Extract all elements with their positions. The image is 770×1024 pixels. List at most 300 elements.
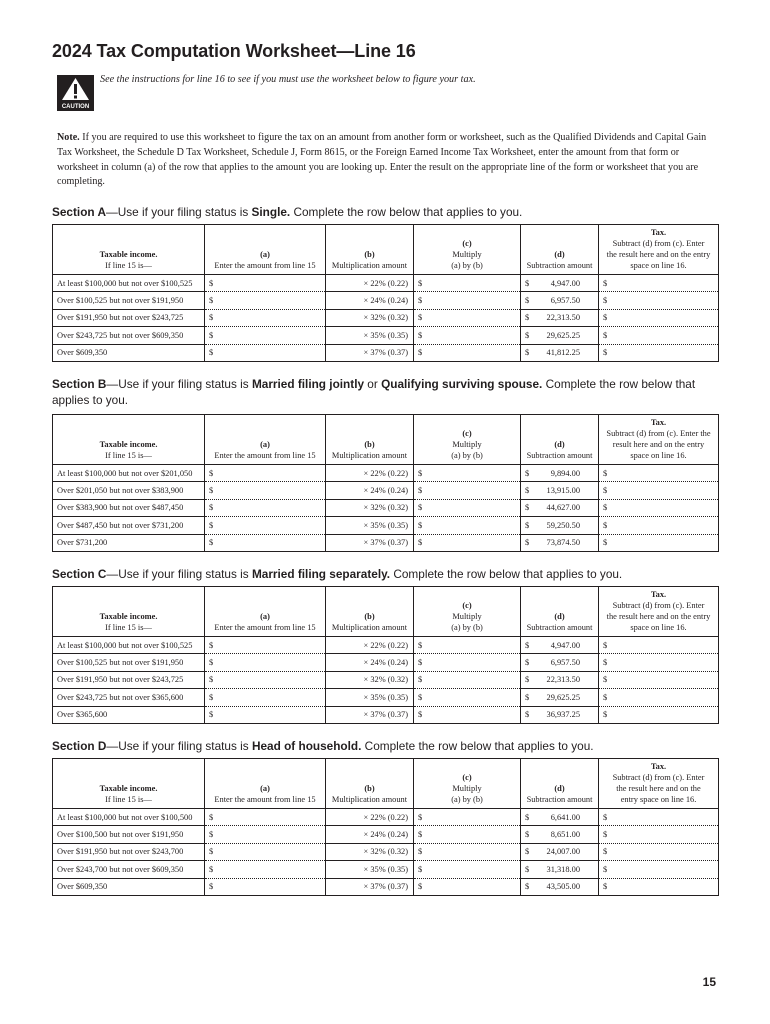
amount-a-field[interactable] bbox=[205, 861, 326, 878]
subtraction-amount bbox=[525, 331, 594, 340]
dollar-sign: $ bbox=[418, 710, 423, 720]
dollar-sign: $ bbox=[418, 296, 423, 306]
subtraction-value: 22,313.50 bbox=[546, 313, 580, 323]
subtraction-amount-cell bbox=[521, 637, 599, 654]
dollar-sign: $ bbox=[209, 830, 214, 840]
col-header-c bbox=[414, 759, 521, 809]
tax-result-field[interactable] bbox=[599, 878, 719, 895]
col-header-d-line: Subtraction amount bbox=[526, 451, 593, 460]
col-header-a-line: Enter the amount from line 15 bbox=[214, 261, 316, 270]
income-range: Over $100,525 but not over $191,950 bbox=[53, 292, 205, 309]
amount-c-field[interactable] bbox=[414, 706, 521, 723]
amount-c-field[interactable] bbox=[414, 275, 521, 292]
table-row bbox=[53, 671, 719, 688]
amount-c-field[interactable] bbox=[414, 637, 521, 654]
subtraction-amount-cell bbox=[521, 654, 599, 671]
section-pre: —Use if your filing status is bbox=[106, 377, 252, 391]
amount-c-field[interactable] bbox=[414, 309, 521, 326]
subtraction-amount-cell bbox=[521, 344, 599, 361]
subtraction-value: 24,007.00 bbox=[546, 847, 580, 857]
tax-result-field[interactable] bbox=[599, 861, 719, 878]
col-header-b-line: Multiplication amount bbox=[331, 795, 408, 804]
income-range: Over $243,725 but not over $609,350 bbox=[53, 327, 205, 344]
col-header-taxable-income bbox=[53, 759, 205, 809]
dollar-sign: $ bbox=[603, 847, 608, 857]
section-post: Complete the row below that applies to you. bbox=[390, 567, 623, 581]
subtraction-value: 13,915.00 bbox=[546, 486, 580, 496]
table-row bbox=[53, 292, 719, 309]
tax-result-field[interactable] bbox=[599, 689, 719, 706]
dollar-sign: $ bbox=[603, 692, 608, 702]
col-header-d-line: (d) bbox=[554, 612, 565, 621]
subtraction-amount bbox=[525, 710, 594, 719]
subtraction-amount bbox=[525, 348, 594, 357]
dollar-sign: $ bbox=[603, 486, 608, 496]
amount-a-field[interactable] bbox=[205, 292, 326, 309]
col-header-c-line: (c) bbox=[462, 239, 472, 248]
amount-a-field[interactable] bbox=[205, 534, 326, 551]
col-header-d bbox=[521, 225, 599, 275]
tax-result-field[interactable] bbox=[599, 327, 719, 344]
amount-a-field[interactable] bbox=[205, 706, 326, 723]
amount-a-field[interactable] bbox=[205, 517, 326, 534]
subtraction-amount bbox=[525, 813, 594, 822]
col-header-a bbox=[205, 587, 326, 637]
multiplication-amount: × 37% (0.37) bbox=[326, 706, 414, 723]
dollar-sign: $ bbox=[418, 313, 423, 323]
dollar-sign: $ bbox=[525, 348, 530, 358]
worksheet-table bbox=[52, 586, 719, 724]
col-header-b-line: (b) bbox=[364, 784, 375, 793]
dollar-sign: $ bbox=[603, 330, 608, 340]
amount-c-field[interactable] bbox=[414, 843, 521, 860]
table-row bbox=[53, 878, 719, 895]
multiplication-amount: × 35% (0.35) bbox=[326, 517, 414, 534]
dollar-sign: $ bbox=[603, 675, 608, 685]
dollar-sign: $ bbox=[603, 640, 608, 650]
col-header-d-line: (d) bbox=[554, 784, 565, 793]
subtraction-value: 29,625.25 bbox=[546, 330, 580, 340]
section-mid: or bbox=[364, 377, 382, 391]
dollar-sign: $ bbox=[209, 278, 214, 288]
income-range: At least $100,000 but not over $201,050 bbox=[53, 465, 205, 482]
col-header-tax-line: entry space on line 16. bbox=[620, 795, 697, 804]
col-header-tax-line: Subtract (d) from (c). Enter bbox=[612, 239, 705, 248]
dollar-sign: $ bbox=[525, 503, 530, 513]
tax-result-field[interactable] bbox=[599, 654, 719, 671]
col-header-b bbox=[326, 587, 414, 637]
dollar-sign: $ bbox=[525, 313, 530, 323]
dollar-sign: $ bbox=[525, 640, 530, 650]
col-header-a-line: (a) bbox=[260, 440, 270, 449]
amount-a-field[interactable] bbox=[205, 843, 326, 860]
subtraction-value: 29,625.25 bbox=[546, 692, 580, 702]
income-range: Over $383,900 but not over $487,450 bbox=[53, 499, 205, 516]
dollar-sign: $ bbox=[603, 278, 608, 288]
tax-result-field[interactable] bbox=[599, 671, 719, 688]
dollar-sign: $ bbox=[418, 640, 423, 650]
subtraction-value: 59,250.50 bbox=[546, 520, 580, 530]
amount-c-field[interactable] bbox=[414, 654, 521, 671]
section-heading bbox=[52, 566, 722, 582]
subtraction-value: 6,957.50 bbox=[550, 658, 580, 668]
col-header-tax-line: result here and on the entry bbox=[612, 440, 705, 449]
income-range: Over $191,950 but not over $243,725 bbox=[53, 671, 205, 688]
subtraction-amount bbox=[525, 830, 594, 839]
table-row bbox=[53, 499, 719, 516]
section-pre: —Use if your filing status is bbox=[106, 739, 252, 753]
col-header-d-line: Subtraction amount bbox=[526, 795, 593, 804]
col-header-a-line: (a) bbox=[260, 612, 270, 621]
dollar-sign: $ bbox=[209, 486, 214, 496]
subtraction-amount bbox=[525, 486, 594, 495]
tax-result-field[interactable] bbox=[599, 826, 719, 843]
amount-c-field[interactable] bbox=[414, 499, 521, 516]
dollar-sign: $ bbox=[209, 503, 214, 513]
section-post: Complete the row below that applies to you. bbox=[290, 205, 523, 219]
worksheet-table bbox=[52, 414, 719, 552]
col-header-d-line: (d) bbox=[554, 440, 565, 449]
tax-result-field[interactable] bbox=[599, 309, 719, 326]
multiplication-amount: × 24% (0.24) bbox=[326, 292, 414, 309]
col-header-b-line: Multiplication amount bbox=[331, 451, 408, 460]
col-header-d-line: Subtraction amount bbox=[526, 261, 593, 270]
amount-a-field[interactable] bbox=[205, 344, 326, 361]
dollar-sign: $ bbox=[418, 468, 423, 478]
col-header-taxable-income bbox=[53, 415, 205, 465]
dollar-sign: $ bbox=[418, 330, 423, 340]
amount-c-field[interactable] bbox=[414, 465, 521, 482]
dollar-sign: $ bbox=[525, 658, 530, 668]
dollar-sign: $ bbox=[525, 847, 530, 857]
amount-a-field[interactable] bbox=[205, 637, 326, 654]
section-heading bbox=[52, 204, 722, 220]
subtraction-value: 44,627.00 bbox=[546, 503, 580, 513]
income-range: Over $243,725 but not over $365,600 bbox=[53, 689, 205, 706]
tax-result-field[interactable] bbox=[599, 534, 719, 551]
subtraction-amount-cell bbox=[521, 689, 599, 706]
dollar-sign: $ bbox=[209, 864, 214, 874]
dollar-sign: $ bbox=[418, 520, 423, 530]
multiplication-amount: × 37% (0.37) bbox=[326, 534, 414, 551]
dollar-sign: $ bbox=[525, 882, 530, 892]
subtraction-amount bbox=[525, 279, 594, 288]
dollar-sign: $ bbox=[603, 658, 608, 668]
caution-label: CAUTION bbox=[61, 104, 90, 110]
col-header-tax bbox=[599, 225, 719, 275]
table-row bbox=[53, 706, 719, 723]
col-header-tax-line: space on line 16. bbox=[630, 261, 687, 270]
tax-result-field[interactable] bbox=[599, 499, 719, 516]
dollar-sign: $ bbox=[525, 538, 530, 548]
filing-status-2: Qualifying surviving spouse. bbox=[381, 377, 543, 391]
subtraction-amount bbox=[525, 675, 594, 684]
col-header-c bbox=[414, 225, 521, 275]
amount-a-field[interactable] bbox=[205, 327, 326, 344]
section-label: Section B bbox=[52, 377, 107, 391]
table-row bbox=[53, 327, 719, 344]
subtraction-amount-cell bbox=[521, 826, 599, 843]
section-pre: —Use if your filing status is bbox=[106, 567, 252, 581]
col-header-taxable-income-line: If line 15 is— bbox=[105, 261, 152, 270]
dollar-sign: $ bbox=[418, 278, 423, 288]
dollar-sign: $ bbox=[525, 278, 530, 288]
col-header-a-line: Enter the amount from line 15 bbox=[214, 623, 316, 632]
amount-c-field[interactable] bbox=[414, 671, 521, 688]
dollar-sign: $ bbox=[418, 658, 423, 668]
col-header-d bbox=[521, 759, 599, 809]
col-header-taxable-income-line: If line 15 is— bbox=[105, 623, 152, 632]
dollar-sign: $ bbox=[525, 830, 530, 840]
subtraction-amount bbox=[525, 313, 594, 322]
dollar-sign: $ bbox=[209, 658, 214, 668]
dollar-sign: $ bbox=[603, 864, 608, 874]
income-range: At least $100,000 but not over $100,525 bbox=[53, 275, 205, 292]
table-row bbox=[53, 861, 719, 878]
tax-result-field[interactable] bbox=[599, 809, 719, 826]
amount-a-field[interactable] bbox=[205, 309, 326, 326]
amount-c-field[interactable] bbox=[414, 517, 521, 534]
col-header-c-line: (c) bbox=[462, 601, 472, 610]
header-row bbox=[53, 759, 719, 809]
income-range: Over $201,050 but not over $383,900 bbox=[53, 482, 205, 499]
subtraction-amount-cell bbox=[521, 534, 599, 551]
col-header-c-line: Multiply bbox=[452, 612, 482, 621]
subtraction-amount-cell bbox=[521, 482, 599, 499]
amount-c-field[interactable] bbox=[414, 878, 521, 895]
subtraction-amount-cell bbox=[521, 499, 599, 516]
col-header-d-line: Subtraction amount bbox=[526, 623, 593, 632]
table-row bbox=[53, 654, 719, 671]
amount-c-field[interactable] bbox=[414, 292, 521, 309]
col-header-a bbox=[205, 415, 326, 465]
section-label: Section D bbox=[52, 739, 107, 753]
subtraction-amount bbox=[525, 503, 594, 512]
tax-result-field[interactable] bbox=[599, 517, 719, 534]
subtraction-value: 43,505.00 bbox=[546, 882, 580, 892]
amount-a-field[interactable] bbox=[205, 275, 326, 292]
amount-a-field[interactable] bbox=[205, 482, 326, 499]
amount-c-field[interactable] bbox=[414, 327, 521, 344]
subtraction-amount-cell bbox=[521, 843, 599, 860]
subtraction-amount-cell bbox=[521, 517, 599, 534]
dollar-sign: $ bbox=[603, 520, 608, 530]
col-header-taxable-income-line: Taxable income. bbox=[99, 250, 158, 259]
amount-c-field[interactable] bbox=[414, 482, 521, 499]
amount-c-field[interactable] bbox=[414, 689, 521, 706]
section-post: Complete the row below that applies to you. bbox=[52, 377, 696, 407]
table-row bbox=[53, 826, 719, 843]
subtraction-value: 9,894.00 bbox=[550, 468, 580, 478]
tax-result-field[interactable] bbox=[599, 275, 719, 292]
header-row bbox=[53, 415, 719, 465]
col-header-b-line: Multiplication amount bbox=[331, 623, 408, 632]
dollar-sign: $ bbox=[209, 538, 214, 548]
subtraction-amount-cell bbox=[521, 671, 599, 688]
amount-a-field[interactable] bbox=[205, 465, 326, 482]
multiplication-amount: × 32% (0.32) bbox=[326, 309, 414, 326]
section-heading bbox=[52, 738, 722, 754]
subtraction-amount-cell bbox=[521, 309, 599, 326]
filing-status: Head of household. bbox=[251, 739, 362, 753]
income-range: Over $487,450 but not over $731,200 bbox=[53, 517, 205, 534]
dollar-sign: $ bbox=[209, 330, 214, 340]
dollar-sign: $ bbox=[418, 675, 423, 685]
dollar-sign: $ bbox=[603, 710, 608, 720]
col-header-c-line: Multiply bbox=[452, 250, 482, 259]
dollar-sign: $ bbox=[525, 330, 530, 340]
col-header-taxable-income-line: Taxable income. bbox=[99, 440, 158, 449]
col-header-d-line: (d) bbox=[554, 250, 565, 259]
worksheet-table bbox=[52, 758, 719, 896]
section-pre: —Use if your filing status is bbox=[105, 205, 252, 219]
multiplication-amount: × 32% (0.32) bbox=[326, 671, 414, 688]
amount-a-field[interactable] bbox=[205, 499, 326, 516]
dollar-sign: $ bbox=[525, 710, 530, 720]
col-header-c-line: Multiply bbox=[452, 784, 482, 793]
col-header-taxable-income-line: Taxable income. bbox=[99, 612, 158, 621]
subtraction-amount-cell bbox=[521, 275, 599, 292]
col-header-a bbox=[205, 225, 326, 275]
income-range: Over $100,500 but not over $191,950 bbox=[53, 826, 205, 843]
col-header-a bbox=[205, 759, 326, 809]
note-paragraph bbox=[57, 131, 717, 190]
dollar-sign: $ bbox=[603, 812, 608, 822]
col-header-tax-line: space on line 16. bbox=[630, 623, 687, 632]
income-range: At least $100,000 but not over $100,525 bbox=[53, 637, 205, 654]
multiplication-amount: × 24% (0.24) bbox=[326, 826, 414, 843]
dollar-sign: $ bbox=[209, 675, 214, 685]
tax-result-field[interactable] bbox=[599, 344, 719, 361]
income-range: Over $191,950 but not over $243,725 bbox=[53, 309, 205, 326]
tax-result-field[interactable] bbox=[599, 843, 719, 860]
caution-text: See the instructions for line 16 to see if you must use the worksheet below to figure your tax. bbox=[100, 74, 476, 85]
tax-result-field[interactable] bbox=[599, 706, 719, 723]
subtraction-amount-cell bbox=[521, 465, 599, 482]
income-range: Over $365,600 bbox=[53, 706, 205, 723]
col-header-tax-line: Tax. bbox=[650, 762, 667, 771]
income-range: Over $243,700 but not over $609,350 bbox=[53, 861, 205, 878]
table-row bbox=[53, 689, 719, 706]
subtraction-value: 6,641.00 bbox=[550, 812, 580, 822]
subtraction-amount bbox=[525, 296, 594, 305]
tax-result-field[interactable] bbox=[599, 465, 719, 482]
dollar-sign: $ bbox=[525, 468, 530, 478]
subtraction-amount-cell bbox=[521, 809, 599, 826]
subtraction-value: 31,318.00 bbox=[546, 864, 580, 874]
table-row bbox=[53, 344, 719, 361]
subtraction-amount bbox=[525, 882, 594, 891]
col-header-tax-line: Tax. bbox=[650, 590, 667, 599]
dollar-sign: $ bbox=[209, 710, 214, 720]
multiplication-amount: × 24% (0.24) bbox=[326, 654, 414, 671]
subtraction-value: 73,874.50 bbox=[546, 538, 580, 548]
dollar-sign: $ bbox=[603, 348, 608, 358]
col-header-tax-line: Subtract (d) from (c). Enter bbox=[612, 601, 705, 610]
col-header-tax-line: Subtract (d) from (c). Enter the bbox=[606, 429, 711, 438]
col-header-d bbox=[521, 587, 599, 637]
dollar-sign: $ bbox=[525, 675, 530, 685]
col-header-tax bbox=[599, 415, 719, 465]
subtraction-value: 4,947.00 bbox=[550, 640, 580, 650]
multiplication-amount: × 37% (0.37) bbox=[326, 878, 414, 895]
multiplication-amount: × 35% (0.35) bbox=[326, 861, 414, 878]
dollar-sign: $ bbox=[418, 348, 423, 358]
amount-c-field[interactable] bbox=[414, 344, 521, 361]
amount-a-field[interactable] bbox=[205, 809, 326, 826]
subtraction-amount bbox=[525, 641, 594, 650]
dollar-sign: $ bbox=[603, 538, 608, 548]
col-header-tax-line: the result here and on the entry bbox=[606, 250, 711, 259]
multiplication-amount: × 22% (0.22) bbox=[326, 637, 414, 654]
income-range: Over $191,950 but not over $243,700 bbox=[53, 843, 205, 860]
amount-a-field[interactable] bbox=[205, 689, 326, 706]
dollar-sign: $ bbox=[209, 882, 214, 892]
tax-result-field[interactable] bbox=[599, 292, 719, 309]
col-header-c bbox=[414, 415, 521, 465]
subtraction-amount-cell bbox=[521, 327, 599, 344]
amount-c-field[interactable] bbox=[414, 809, 521, 826]
col-header-tax-line: space on line 16. bbox=[630, 451, 687, 460]
amount-a-field[interactable] bbox=[205, 671, 326, 688]
amount-a-field[interactable] bbox=[205, 826, 326, 843]
tax-result-field[interactable] bbox=[599, 482, 719, 499]
worksheet-table bbox=[52, 224, 719, 362]
income-range: Over $731,200 bbox=[53, 534, 205, 551]
dollar-sign: $ bbox=[209, 847, 214, 857]
table-row bbox=[53, 465, 719, 482]
table-row bbox=[53, 809, 719, 826]
subtraction-amount bbox=[525, 521, 594, 530]
subtraction-amount bbox=[525, 847, 594, 856]
section-label: Section C bbox=[52, 567, 107, 581]
filing-status: Married filing jointly bbox=[251, 377, 365, 391]
dollar-sign: $ bbox=[525, 864, 530, 874]
amount-c-field[interactable] bbox=[414, 534, 521, 551]
amount-c-field[interactable] bbox=[414, 861, 521, 878]
table-row bbox=[53, 637, 719, 654]
dollar-sign: $ bbox=[525, 520, 530, 530]
col-header-b bbox=[326, 225, 414, 275]
dollar-sign: $ bbox=[418, 847, 423, 857]
subtraction-amount-cell bbox=[521, 878, 599, 895]
col-header-c-line: Multiply bbox=[452, 440, 482, 449]
col-header-b-line: (b) bbox=[364, 440, 375, 449]
dollar-sign: $ bbox=[418, 503, 423, 513]
filing-status: Married filing separately. bbox=[251, 567, 391, 581]
income-range: Over $609,350 bbox=[53, 878, 205, 895]
dollar-sign: $ bbox=[603, 296, 608, 306]
note-lead: Note. bbox=[57, 132, 80, 143]
col-header-tax-line: the result here and on the bbox=[616, 784, 701, 793]
amount-c-field[interactable] bbox=[414, 826, 521, 843]
amount-a-field[interactable] bbox=[205, 654, 326, 671]
subtraction-value: 22,313.50 bbox=[546, 675, 580, 685]
note-text: If you are required to use this worksheet to figure the tax on an amount from another form or worksheet, such as the Qualified Dividends and Capital Gain Tax Worksheet, the Schedule D Tax Worksheet, Schedule J, Form 8615, or the Foreign Earned Income Tax Worksheet, enter the amount from that form or worksheet in column (a) of the row that applies to the amount you are looking up. Enter the result on the appropriate line of the form or worksheet that you are completing. bbox=[57, 132, 707, 188]
dollar-sign: $ bbox=[209, 812, 214, 822]
col-header-a-line: (a) bbox=[260, 250, 270, 259]
subtraction-value: 6,957.50 bbox=[550, 296, 580, 306]
subtraction-value: 36,937.25 bbox=[546, 710, 580, 720]
col-header-b-line: Multiplication amount bbox=[331, 261, 408, 270]
caution-icon bbox=[57, 75, 94, 111]
subtraction-amount-cell bbox=[521, 706, 599, 723]
multiplication-amount: × 35% (0.35) bbox=[326, 327, 414, 344]
amount-a-field[interactable] bbox=[205, 878, 326, 895]
dollar-sign: $ bbox=[418, 486, 423, 496]
tax-result-field[interactable] bbox=[599, 637, 719, 654]
col-header-taxable-income-line: Taxable income. bbox=[99, 784, 158, 793]
